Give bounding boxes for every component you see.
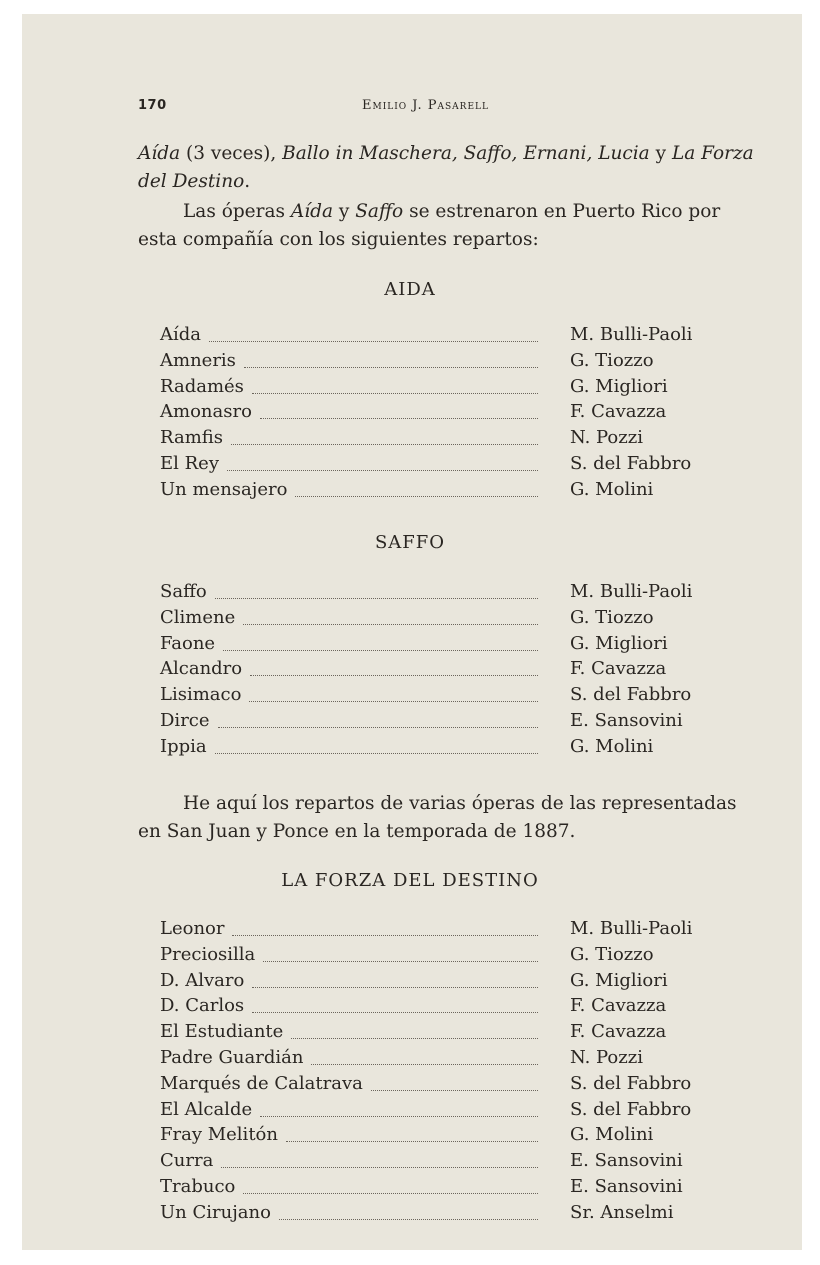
role-name: Curra <box>160 1150 214 1172</box>
singer-name: N. Pozzi <box>570 1046 643 1068</box>
singer-name: S. del Fabbro <box>570 452 692 474</box>
intro-text-b: y <box>649 143 672 164</box>
singer-name: N. Pozzi <box>570 427 643 449</box>
dot-leader <box>227 470 538 471</box>
role-name: El Alcalde <box>160 1098 253 1120</box>
cast-row <box>160 324 760 350</box>
role-name: Amneris <box>160 349 236 371</box>
singer-name: M. Bulli-Paoli <box>570 581 693 602</box>
singer-name: G. Molini <box>570 1124 654 1146</box>
cast-row <box>160 479 760 505</box>
intro-paragraph <box>138 140 760 196</box>
cast-row <box>160 1176 760 1202</box>
page-header <box>0 98 820 120</box>
cast-list-aida <box>160 324 760 505</box>
role-name: Un mensajero <box>160 478 288 500</box>
dot-leader <box>215 753 538 754</box>
singer-name: M. Bulli-Paoli <box>570 324 693 345</box>
role-name: Dirce <box>160 709 210 731</box>
dot-leader <box>252 1012 538 1013</box>
cast-row <box>160 376 760 402</box>
intro-italic-b: Ballo in Maschera, Saffo, Ernani, Lucia <box>282 143 650 164</box>
role-name: Leonor <box>160 918 225 939</box>
dot-leader <box>286 1141 538 1142</box>
singer-name: G. Molini <box>570 478 654 500</box>
dot-leader <box>252 393 538 394</box>
cast-row <box>160 1099 760 1125</box>
dot-leader <box>209 341 538 342</box>
section-title-aida: AIDA <box>384 279 436 300</box>
dot-leader <box>263 961 538 962</box>
intro-text-a: (3 veces), <box>180 143 283 164</box>
cast-row <box>160 633 760 659</box>
dot-leader <box>279 1219 538 1220</box>
singer-name: G. Tiozzo <box>570 943 654 965</box>
dot-leader <box>311 1064 538 1065</box>
cast-row <box>160 1021 760 1047</box>
singer-name: F. Cavazza <box>570 995 667 1017</box>
cast-list-saffo <box>160 581 760 762</box>
intro-italic-c: La Forza del Destino <box>138 143 754 192</box>
section-title-forza: LA FORZA DEL DESTINO <box>281 870 539 891</box>
singer-name: G. Migliori <box>570 632 668 654</box>
cast-row <box>160 1124 760 1150</box>
singer-name: G. Migliori <box>570 375 668 397</box>
cast-row <box>160 581 760 607</box>
cast-row <box>160 918 760 944</box>
cast-row <box>160 710 760 736</box>
role-name: Preciosilla <box>160 943 256 965</box>
cast-row <box>160 1150 760 1176</box>
cast-row <box>160 607 760 633</box>
cast-row <box>160 1047 760 1073</box>
dot-leader <box>371 1090 538 1091</box>
singer-name: F. Cavazza <box>570 658 667 680</box>
cast-row <box>160 453 760 479</box>
role-name: Aída <box>160 324 202 345</box>
intro-text-c: . <box>244 171 251 192</box>
cast-row <box>160 427 760 453</box>
role-name: Padre Guardián <box>160 1046 304 1068</box>
role-name: Ippia <box>160 735 207 757</box>
running-head: Emilio J. Pasarell <box>362 98 489 113</box>
dot-leader <box>232 935 538 936</box>
role-name: Climene <box>160 606 236 628</box>
cast-row <box>160 736 760 762</box>
role-name: El Estudiante <box>160 1021 284 1043</box>
dot-leader <box>215 598 538 599</box>
dot-leader <box>243 624 538 625</box>
role-name: Amonasro <box>160 401 252 423</box>
dot-leader <box>252 987 538 988</box>
singer-name: G. Migliori <box>570 969 668 991</box>
role-name: Marqués de Calatrava <box>160 1072 363 1094</box>
singer-name: G. Molini <box>570 735 654 757</box>
singer-name: F. Cavazza <box>570 1021 667 1043</box>
dot-leader <box>221 1167 538 1168</box>
role-name: D. Alvaro <box>160 969 245 991</box>
cast-row <box>160 1202 760 1228</box>
singer-name: E. Sansovini <box>570 1175 683 1197</box>
cast-row <box>160 995 760 1021</box>
singer-name: S. del Fabbro <box>570 1072 692 1094</box>
singer-name: E. Sansovini <box>570 709 683 731</box>
singer-name: M. Bulli-Paoli <box>570 918 693 939</box>
p2-t2: y <box>333 201 356 222</box>
p2-t1: Las óperas <box>183 201 291 222</box>
cast-row <box>160 970 760 996</box>
role-name: Alcandro <box>160 658 243 680</box>
dot-leader <box>223 650 538 651</box>
dot-leader <box>218 727 538 728</box>
cast-row <box>160 401 760 427</box>
singer-name: S. del Fabbro <box>570 1098 692 1120</box>
repertoire-paragraph: He aquí los repartos de varias óperas de las representadas en San Juan y Ponce en la temporada de 1887. <box>138 793 737 842</box>
dot-leader <box>249 701 538 702</box>
intro-italic-a: Aída <box>138 143 181 164</box>
section-title-saffo: SAFFO <box>374 532 446 553</box>
role-name: El Rey <box>160 452 219 474</box>
dot-leader <box>231 444 538 445</box>
singer-name: S. del Fabbro <box>570 684 692 706</box>
role-name: Fray Melitón <box>160 1124 278 1146</box>
dot-leader <box>243 1193 538 1194</box>
singer-name: E. Sansovini <box>570 1150 683 1172</box>
cast-row <box>160 684 760 710</box>
role-name: Saffo <box>160 581 207 602</box>
dot-leader <box>291 1038 538 1039</box>
p2-i1: Aída <box>290 201 334 222</box>
dot-leader <box>260 1116 538 1117</box>
dot-leader <box>244 367 538 368</box>
cast-list-forza <box>160 918 760 1228</box>
role-name: Faone <box>160 632 216 654</box>
cast-row <box>160 944 760 970</box>
dot-leader <box>295 496 538 497</box>
role-name: Lisimaco <box>160 684 242 706</box>
dot-leader <box>250 675 538 676</box>
cast-row <box>160 1073 760 1099</box>
page-number: 170 <box>138 98 167 113</box>
role-name: Trabuco <box>160 1175 236 1197</box>
p2-i2: Saffo <box>355 201 404 222</box>
singer-name: G. Tiozzo <box>570 349 654 371</box>
role-name: Radamés <box>160 375 244 397</box>
role-name: Ramfis <box>160 427 224 449</box>
premiere-paragraph <box>138 198 760 254</box>
singer-name: G. Tiozzo <box>570 606 654 628</box>
singer-name: F. Cavazza <box>570 401 667 423</box>
singer-name: Sr. Anselmi <box>570 1201 674 1223</box>
role-name: Un Cirujano <box>160 1201 271 1223</box>
role-name: D. Carlos <box>160 995 245 1017</box>
p2-t3: se estrenaron en Puerto Rico por esta compañía con los siguientes repartos: <box>138 201 721 250</box>
cast-row <box>160 350 760 376</box>
dot-leader <box>260 418 538 419</box>
cast-row <box>160 658 760 684</box>
